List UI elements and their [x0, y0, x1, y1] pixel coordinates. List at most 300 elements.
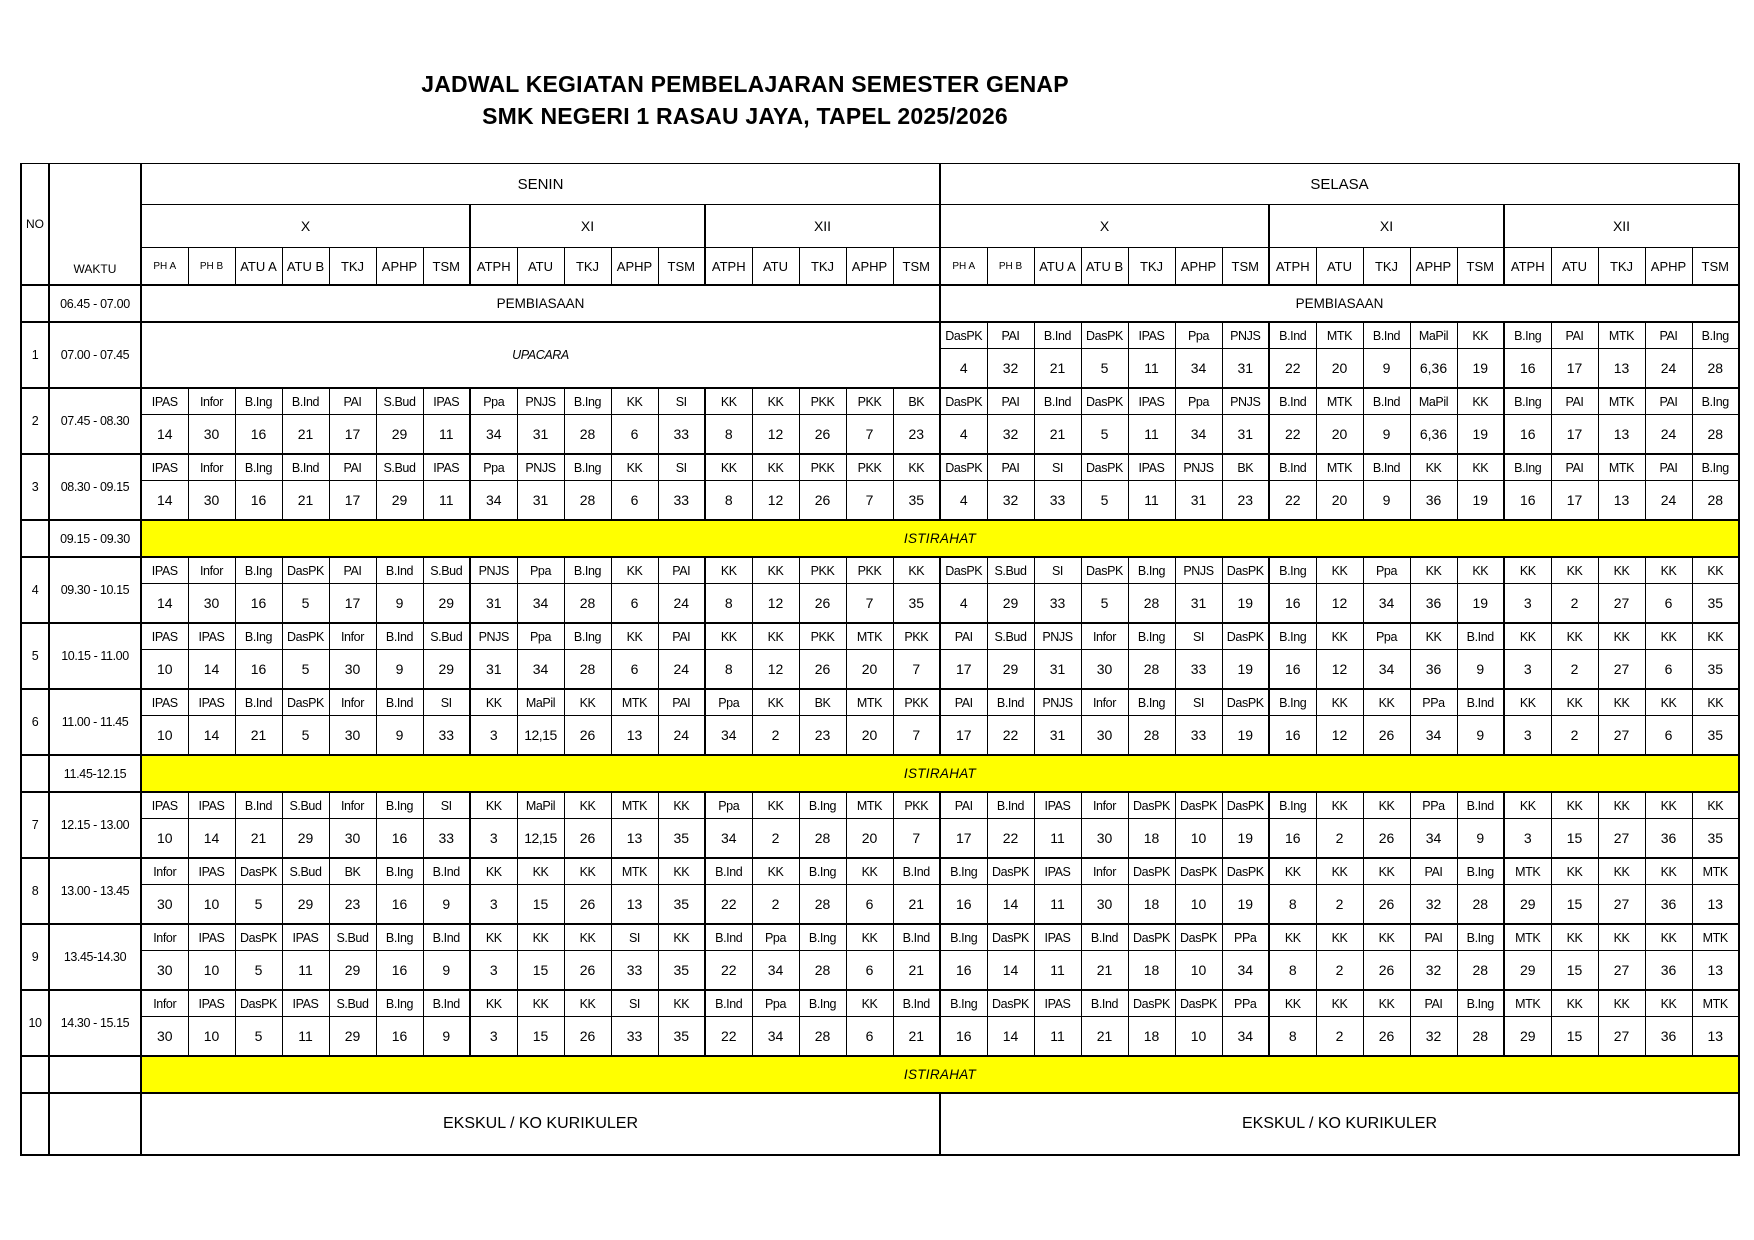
subject-cell: KK — [1269, 924, 1316, 951]
subject-cell: DasPK — [1222, 858, 1269, 885]
subject-cell: KK — [564, 792, 611, 819]
subject-cell: KK — [1504, 689, 1551, 716]
subject-cell: IPAS — [423, 454, 470, 481]
row-number-cell — [21, 755, 49, 792]
subject-cell: KK — [1410, 454, 1457, 481]
subject-cell: DasPK — [1128, 858, 1175, 885]
teacher-number-cell: 4 — [940, 481, 987, 521]
teacher-number-cell: 33 — [658, 481, 705, 521]
teacher-number-cell: 12 — [752, 415, 799, 455]
waktu-header-label: WAKTU — [73, 262, 117, 276]
subject-cell: PPa — [1410, 689, 1457, 716]
subject-cell: B.Ind — [1363, 388, 1410, 415]
subject-cell: IPAS — [1128, 388, 1175, 415]
subject-cell: MTK — [611, 792, 658, 819]
teacher-number-cell: 11 — [1034, 885, 1081, 925]
teacher-number-cell: 16 — [1269, 819, 1316, 859]
teacher-number-cell: 22 — [1269, 415, 1316, 455]
teacher-number-cell: 31 — [470, 584, 517, 624]
subject-cell: KK — [1645, 557, 1692, 584]
teacher-number-cell: 36 — [1645, 885, 1692, 925]
teacher-number-cell: 26 — [564, 885, 611, 925]
subject-cell: KK — [1410, 557, 1457, 584]
teacher-number-cell: 6 — [611, 650, 658, 690]
teacher-number-cell: 9 — [1457, 716, 1504, 756]
subject-cell: Infor — [188, 557, 235, 584]
subject-cell: PKK — [799, 454, 846, 481]
teacher-number-cell: 12 — [752, 481, 799, 521]
teacher-number-cell: 16 — [1504, 415, 1551, 455]
teacher-number-cell: 29 — [987, 584, 1034, 624]
subject-cell: KK — [1598, 557, 1645, 584]
teacher-number-cell: 8 — [705, 415, 752, 455]
subject-cell: B.Ind — [987, 689, 1034, 716]
teacher-number-cell: 29 — [376, 481, 423, 521]
subject-cell: B.Ing — [1269, 557, 1316, 584]
teacher-number-cell: 6 — [1645, 650, 1692, 690]
subject-cell: PNJS — [470, 557, 517, 584]
teacher-number-cell: 10 — [188, 951, 235, 991]
subject-cell: Infor — [1081, 792, 1128, 819]
subject-cell: PAI — [329, 454, 376, 481]
teacher-number-cell: 16 — [940, 951, 987, 991]
subject-cell: B.Ing — [1128, 689, 1175, 716]
time-cell: 14.30 - 15.15 — [49, 990, 141, 1056]
teacher-number-cell: 12 — [1316, 650, 1363, 690]
subject-cell: B.Ing — [799, 792, 846, 819]
subject-cell: IPAS — [141, 792, 188, 819]
teacher-number-cell: 32 — [987, 481, 1034, 521]
subject-cell: Infor — [141, 858, 188, 885]
teacher-number-cell: 30 — [1081, 650, 1128, 690]
teacher-number-cell: 12 — [752, 650, 799, 690]
subject-cell: B.Ing — [235, 623, 282, 650]
class-header: ATU A — [1034, 248, 1081, 286]
subject-cell: PPa — [1410, 792, 1457, 819]
lesson-number-cell: 9 — [21, 924, 49, 990]
subject-cell: DasPK — [235, 990, 282, 1017]
time-cell: 13.00 - 13.45 — [49, 858, 141, 924]
class-header: APHP — [376, 248, 423, 286]
teacher-number-cell: 30 — [141, 951, 188, 991]
teacher-number-cell: 19 — [1457, 349, 1504, 389]
subject-cell: KK — [1504, 792, 1551, 819]
subject-cell: PAI — [1551, 322, 1598, 349]
time-cell — [49, 1056, 141, 1093]
subject-cell: MTK — [611, 689, 658, 716]
teacher-number-cell: 17 — [1551, 481, 1598, 521]
class-header: TKJ — [564, 248, 611, 286]
teacher-number-cell: 21 — [1034, 415, 1081, 455]
teacher-number-cell: 6 — [846, 951, 893, 991]
subject-cell: SI — [658, 388, 705, 415]
subject-cell: KK — [1551, 689, 1598, 716]
teacher-number-cell: 22 — [705, 885, 752, 925]
subject-cell: B.Ing — [564, 388, 611, 415]
teacher-number-cell: 29 — [423, 650, 470, 690]
subject-cell: SI — [611, 990, 658, 1017]
teacher-number-cell: 32 — [987, 349, 1034, 389]
teacher-number-cell: 22 — [1269, 481, 1316, 521]
teacher-number-cell: 28 — [1457, 1017, 1504, 1057]
teacher-number-cell: 3 — [1504, 650, 1551, 690]
teacher-number-cell: 12 — [1316, 716, 1363, 756]
subject-cell: KK — [658, 924, 705, 951]
subject-cell: B.Ing — [1269, 792, 1316, 819]
teacher-number-cell: 30 — [329, 650, 376, 690]
subject-cell: KK — [1692, 623, 1739, 650]
teacher-number-cell: 31 — [1034, 716, 1081, 756]
teacher-number-cell: 6 — [846, 1017, 893, 1057]
teacher-number-cell: 16 — [1269, 584, 1316, 624]
subject-cell: DasPK — [1222, 689, 1269, 716]
table-body — [21, 285, 1739, 1155]
teacher-number-cell: 6 — [611, 415, 658, 455]
teacher-number-cell: 29 — [1504, 885, 1551, 925]
subject-cell: PAI — [1645, 454, 1692, 481]
teacher-number-cell: 3 — [1504, 819, 1551, 859]
teacher-number-cell: 15 — [517, 951, 564, 991]
teacher-number-cell: 14 — [141, 415, 188, 455]
teacher-number-cell: 16 — [940, 885, 987, 925]
subject-cell: MTK — [1504, 990, 1551, 1017]
class-header: APHP — [1175, 248, 1222, 286]
subject-cell: PKK — [893, 689, 940, 716]
time-cell: 10.15 - 11.00 — [49, 623, 141, 689]
teacher-number-cell: 14 — [987, 885, 1034, 925]
subject-cell: DasPK — [1175, 792, 1222, 819]
teacher-number-cell: 17 — [1551, 349, 1598, 389]
subject-cell: IPAS — [188, 792, 235, 819]
teacher-number-cell: 35 — [1692, 716, 1739, 756]
subject-cell: B.Ing — [376, 858, 423, 885]
subject-cell: DasPK — [235, 858, 282, 885]
teacher-number-cell: 21 — [1081, 1017, 1128, 1057]
teacher-number-cell: 5 — [235, 951, 282, 991]
teacher-number-cell: 18 — [1128, 951, 1175, 991]
teacher-number-cell: 16 — [1504, 349, 1551, 389]
subject-cell: S.Bud — [423, 557, 470, 584]
subject-cell: KK — [752, 557, 799, 584]
subject-cell: B.Ing — [564, 623, 611, 650]
teacher-number-cell: 34 — [470, 415, 517, 455]
time-cell: 11.45-12.15 — [49, 755, 141, 792]
subject-cell: PKK — [799, 557, 846, 584]
subject-cell: Ppa — [517, 623, 564, 650]
subject-cell: PPa — [1222, 990, 1269, 1017]
teacher-number-cell: 15 — [1551, 819, 1598, 859]
subject-cell: B.Ind — [1363, 454, 1410, 481]
teacher-number-cell: 32 — [1410, 951, 1457, 991]
teacher-number-cell: 33 — [611, 1017, 658, 1057]
subject-cell: KK — [1551, 858, 1598, 885]
subject-cell: KK — [752, 623, 799, 650]
class-header: PH B — [987, 248, 1034, 286]
subject-cell: B.Ind — [423, 990, 470, 1017]
subject-cell: KK — [1551, 924, 1598, 951]
teacher-number-cell: 10 — [141, 650, 188, 690]
teacher-number-cell: 9 — [423, 951, 470, 991]
subject-cell: IPAS — [423, 388, 470, 415]
teacher-number-cell: 24 — [1645, 415, 1692, 455]
teacher-number-cell: 4 — [940, 415, 987, 455]
teacher-number-cell: 34 — [1410, 716, 1457, 756]
subject-cell: DasPK — [282, 557, 329, 584]
subject-cell: B.Ind — [1034, 322, 1081, 349]
subject-cell: Infor — [329, 623, 376, 650]
teacher-number-cell: 35 — [1692, 650, 1739, 690]
subject-cell: B.Ing — [1128, 623, 1175, 650]
teacher-number-cell: 2 — [1551, 650, 1598, 690]
teacher-number-cell: 24 — [658, 584, 705, 624]
subject-cell: KK — [1363, 689, 1410, 716]
subject-cell: PAI — [1551, 454, 1598, 481]
teacher-number-cell: 9 — [1363, 415, 1410, 455]
subject-cell: B.Ind — [705, 858, 752, 885]
teacher-number-cell: 2 — [1316, 885, 1363, 925]
subject-cell: KK — [1457, 388, 1504, 415]
ekskul-banner: EKSKUL / KO KURIKULER — [940, 1093, 1739, 1155]
class-header: ATU — [517, 248, 564, 286]
teacher-number-cell: 3 — [470, 951, 517, 991]
subject-cell: MTK — [846, 792, 893, 819]
subject-cell: KK — [1598, 924, 1645, 951]
teacher-number-cell: 7 — [893, 819, 940, 859]
teacher-number-cell: 26 — [1363, 885, 1410, 925]
subject-cell: KK — [658, 792, 705, 819]
subject-cell: B.Ing — [1457, 924, 1504, 951]
teacher-number-cell: 34 — [517, 650, 564, 690]
teacher-number-cell: 6 — [846, 885, 893, 925]
teacher-number-cell: 20 — [846, 650, 893, 690]
day-header: SELASA — [940, 164, 1739, 205]
teacher-number-cell: 19 — [1457, 415, 1504, 455]
subject-cell: PAI — [1410, 924, 1457, 951]
row-number-cell — [21, 1093, 49, 1155]
subject-cell: IPAS — [141, 454, 188, 481]
teacher-number-cell: 28 — [1692, 481, 1739, 521]
subject-cell: KK — [470, 792, 517, 819]
lesson-number-cell: 4 — [21, 557, 49, 623]
subject-cell: KK — [470, 990, 517, 1017]
subject-cell: PAI — [987, 388, 1034, 415]
teacher-number-cell: 27 — [1598, 650, 1645, 690]
subject-cell: DasPK — [987, 924, 1034, 951]
teacher-number-cell: 35 — [658, 1017, 705, 1057]
teacher-number-cell: 9 — [1363, 349, 1410, 389]
subject-cell: MTK — [1598, 322, 1645, 349]
subject-cell: DasPK — [282, 689, 329, 716]
class-header: PH B — [188, 248, 235, 286]
teacher-number-cell: 10 — [141, 716, 188, 756]
subject-cell: PKK — [893, 792, 940, 819]
subject-cell: KK — [1269, 858, 1316, 885]
subject-cell: SI — [1034, 557, 1081, 584]
subject-cell: B.Ind — [893, 990, 940, 1017]
teacher-number-cell: 7 — [846, 415, 893, 455]
teacher-number-cell: 34 — [705, 716, 752, 756]
subject-cell: IPAS — [188, 858, 235, 885]
teacher-number-cell: 8 — [705, 650, 752, 690]
subject-cell: SI — [1175, 689, 1222, 716]
subject-cell: PAI — [658, 557, 705, 584]
subject-cell: KK — [752, 454, 799, 481]
lesson-number-cell: 8 — [21, 858, 49, 924]
subject-cell: MaPil — [517, 792, 564, 819]
subject-cell: S.Bud — [376, 454, 423, 481]
teacher-number-cell: 30 — [141, 885, 188, 925]
subject-cell: KK — [752, 792, 799, 819]
teacher-number-cell: 34 — [1363, 650, 1410, 690]
subject-cell: Ppa — [1363, 557, 1410, 584]
subject-cell: KK — [1551, 623, 1598, 650]
subject-cell: KK — [611, 388, 658, 415]
subject-cell: B.Ind — [376, 689, 423, 716]
teacher-number-cell: 33 — [1175, 650, 1222, 690]
subject-cell: KK — [752, 858, 799, 885]
subject-cell: PAI — [987, 454, 1034, 481]
subject-cell: PPa — [1222, 924, 1269, 951]
subject-cell: Ppa — [752, 990, 799, 1017]
subject-cell: PNJS — [470, 623, 517, 650]
teacher-number-cell: 14 — [141, 584, 188, 624]
teacher-number-cell: 28 — [564, 481, 611, 521]
teacher-number-cell: 11 — [1128, 349, 1175, 389]
subject-cell: KK — [1692, 557, 1739, 584]
teacher-number-cell: 17 — [329, 415, 376, 455]
teacher-number-cell: 27 — [1598, 1017, 1645, 1057]
subject-cell: B.Ing — [940, 924, 987, 951]
teacher-number-cell: 29 — [1504, 1017, 1551, 1057]
subject-cell: B.Ing — [376, 924, 423, 951]
subject-cell: IPAS — [141, 388, 188, 415]
class-header: APHP — [611, 248, 658, 286]
teacher-number-cell: 35 — [1692, 819, 1739, 859]
teacher-number-cell: 24 — [658, 650, 705, 690]
subject-cell: Infor — [188, 454, 235, 481]
pembiasaan-banner: PEMBIASAAN — [940, 285, 1739, 322]
subject-cell: B.Ing — [1269, 689, 1316, 716]
subject-cell: Ppa — [517, 557, 564, 584]
subject-cell: KK — [1504, 557, 1551, 584]
teacher-number-cell: 13 — [1598, 349, 1645, 389]
subject-cell: IPAS — [282, 990, 329, 1017]
subject-cell: SI — [423, 689, 470, 716]
teacher-number-cell: 23 — [1222, 481, 1269, 521]
subject-cell: Infor — [141, 990, 188, 1017]
subject-cell: PKK — [846, 388, 893, 415]
subject-cell: KK — [1363, 924, 1410, 951]
subject-cell: Infor — [329, 689, 376, 716]
teacher-number-cell: 26 — [799, 584, 846, 624]
teacher-number-cell: 34 — [517, 584, 564, 624]
teacher-number-cell: 21 — [893, 1017, 940, 1057]
teacher-number-cell: 22 — [1269, 349, 1316, 389]
subject-cell: B.Ind — [1269, 388, 1316, 415]
teacher-number-cell: 2 — [1551, 716, 1598, 756]
teacher-number-cell: 30 — [1081, 819, 1128, 859]
class-header: TSM — [1222, 248, 1269, 286]
subject-cell: B.Ind — [1034, 388, 1081, 415]
grade-header: XII — [1504, 205, 1739, 248]
subject-cell: PKK — [846, 557, 893, 584]
pembiasaan-banner: PEMBIASAAN — [141, 285, 940, 322]
title-line-2: SMK NEGERI 1 RASAU JAYA, TAPEL 2025/2026 — [482, 103, 1008, 129]
subject-cell: PAI — [329, 388, 376, 415]
teacher-number-cell: 11 — [1034, 819, 1081, 859]
teacher-number-cell: 7 — [846, 584, 893, 624]
subject-cell: B.Ind — [987, 792, 1034, 819]
subject-cell: KK — [1269, 990, 1316, 1017]
teacher-number-cell: 34 — [1363, 584, 1410, 624]
subject-cell: BK — [893, 388, 940, 415]
teacher-number-cell: 36 — [1645, 819, 1692, 859]
subject-cell: MTK — [1598, 388, 1645, 415]
teacher-number-cell: 26 — [564, 1017, 611, 1057]
class-header: TKJ — [329, 248, 376, 286]
subject-cell: B.Ind — [893, 858, 940, 885]
subject-cell: B.Ind — [235, 792, 282, 819]
teacher-number-cell: 27 — [1598, 716, 1645, 756]
teacher-number-cell: 31 — [1175, 481, 1222, 521]
subject-cell: KK — [1457, 322, 1504, 349]
teacher-number-cell: 32 — [987, 415, 1034, 455]
subject-cell: KK — [470, 689, 517, 716]
subject-cell: MTK — [1692, 858, 1739, 885]
teacher-number-cell: 2 — [1316, 819, 1363, 859]
teacher-number-cell: 17 — [329, 481, 376, 521]
class-header: ATPH — [1504, 248, 1551, 286]
teacher-number-cell: 26 — [799, 481, 846, 521]
teacher-number-cell: 3 — [1504, 584, 1551, 624]
teacher-number-cell: 2 — [752, 885, 799, 925]
teacher-number-cell: 28 — [1457, 951, 1504, 991]
teacher-number-cell: 9 — [376, 584, 423, 624]
subject-cell: DasPK — [1222, 623, 1269, 650]
teacher-number-cell: 10 — [141, 819, 188, 859]
subject-cell: Ppa — [705, 689, 752, 716]
teacher-number-cell: 19 — [1457, 584, 1504, 624]
subject-cell: KK — [1457, 557, 1504, 584]
subject-cell: MTK — [1692, 990, 1739, 1017]
teacher-number-cell: 36 — [1645, 951, 1692, 991]
teacher-number-cell: 27 — [1598, 951, 1645, 991]
subject-cell: IPAS — [188, 924, 235, 951]
teacher-number-cell: 19 — [1222, 584, 1269, 624]
subject-cell: S.Bud — [329, 924, 376, 951]
teacher-number-cell: 14 — [188, 650, 235, 690]
teacher-number-cell: 21 — [282, 481, 329, 521]
subject-cell: PKK — [893, 623, 940, 650]
teacher-number-cell: 28 — [1128, 584, 1175, 624]
teacher-number-cell: 32 — [1410, 1017, 1457, 1057]
subject-cell: KK — [611, 623, 658, 650]
teacher-number-cell: 31 — [1222, 349, 1269, 389]
subject-cell: B.Ing — [940, 990, 987, 1017]
class-header: ATU — [752, 248, 799, 286]
teacher-number-cell: 27 — [1598, 819, 1645, 859]
teacher-number-cell: 13 — [611, 716, 658, 756]
teacher-number-cell: 12,15 — [517, 819, 564, 859]
schedule-table — [20, 163, 1740, 1156]
subject-cell: IPAS — [1128, 454, 1175, 481]
row-number-cell — [21, 1056, 49, 1093]
teacher-number-cell: 13 — [1692, 885, 1739, 925]
teacher-number-cell: 26 — [564, 716, 611, 756]
teacher-number-cell: 8 — [1269, 1017, 1316, 1057]
teacher-number-cell: 34 — [1222, 1017, 1269, 1057]
teacher-number-cell: 15 — [1551, 951, 1598, 991]
